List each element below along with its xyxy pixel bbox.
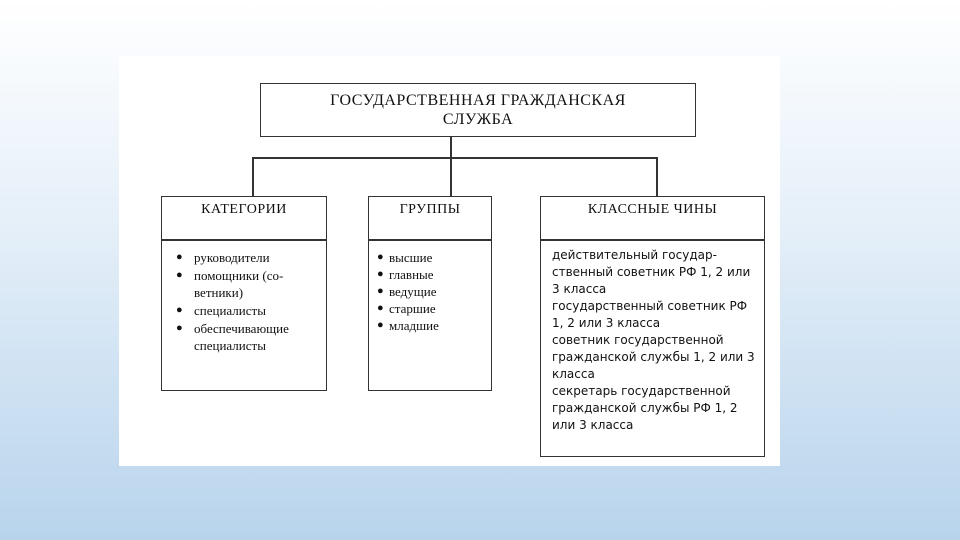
list-item: ● обеспечивающие специалисты [176,321,289,353]
title-box [260,83,696,137]
connector-horizontal [252,157,657,159]
bullet-icon: ● [377,268,384,280]
categories-heading: КАТЕГОРИИ [201,202,287,217]
list-item: ● помощники (со-ветники) [176,268,284,300]
list-item: секретарь государственной гражданской службы РФ 1, 2 или 3 класса [552,384,738,432]
list-item: действительный государ-ственный советник РФ 1, 2 или 3 класса [552,248,751,296]
list-item: ● главные [377,267,434,282]
bullet-icon: ● [377,251,384,263]
bullet-icon: ● [176,251,183,263]
ranks-list [541,241,764,434]
categories-list [162,241,326,354]
connector-right [656,157,658,196]
groups-heading-box [368,196,492,240]
categories-heading-box [161,196,327,240]
groups-list-box [368,240,492,391]
groups-list [369,241,491,334]
bullet-icon: ● [176,322,183,334]
diagram-panel [119,56,780,466]
list-item: государственный советник РФ 1, 2 или 3 класса [552,299,748,330]
list-item: ● младшие [377,318,439,333]
bullet-icon: ● [377,302,384,314]
connector-left [252,157,254,196]
connector-middle [450,157,452,196]
bullet-icon: ● [377,319,384,331]
categories-list-box [161,240,327,391]
list-item: советник государственной гражданской службы 1, 2 или 3 класса [552,333,755,381]
bullet-icon: ● [377,285,384,297]
list-item: ● ведущие [377,284,437,299]
list-item: ● старшие [377,301,436,316]
list-item: ● руководители [176,250,270,265]
connector-trunk [450,137,452,157]
ranks-heading: КЛАССНЫЕ ЧИНЫ [587,202,718,217]
bullet-icon: ● [176,304,183,316]
diagram-title: ГОСУДАРСТВЕННАЯ ГРАЖДАНСКАЯ СЛУЖБА [330,92,626,128]
bullet-icon: ● [176,269,183,281]
list-item: ● высшие [377,250,433,265]
list-item: ● специалисты [176,303,266,318]
ranks-heading-box [540,196,765,240]
groups-heading: ГРУППЫ [399,202,461,217]
ranks-list-box [540,240,765,457]
